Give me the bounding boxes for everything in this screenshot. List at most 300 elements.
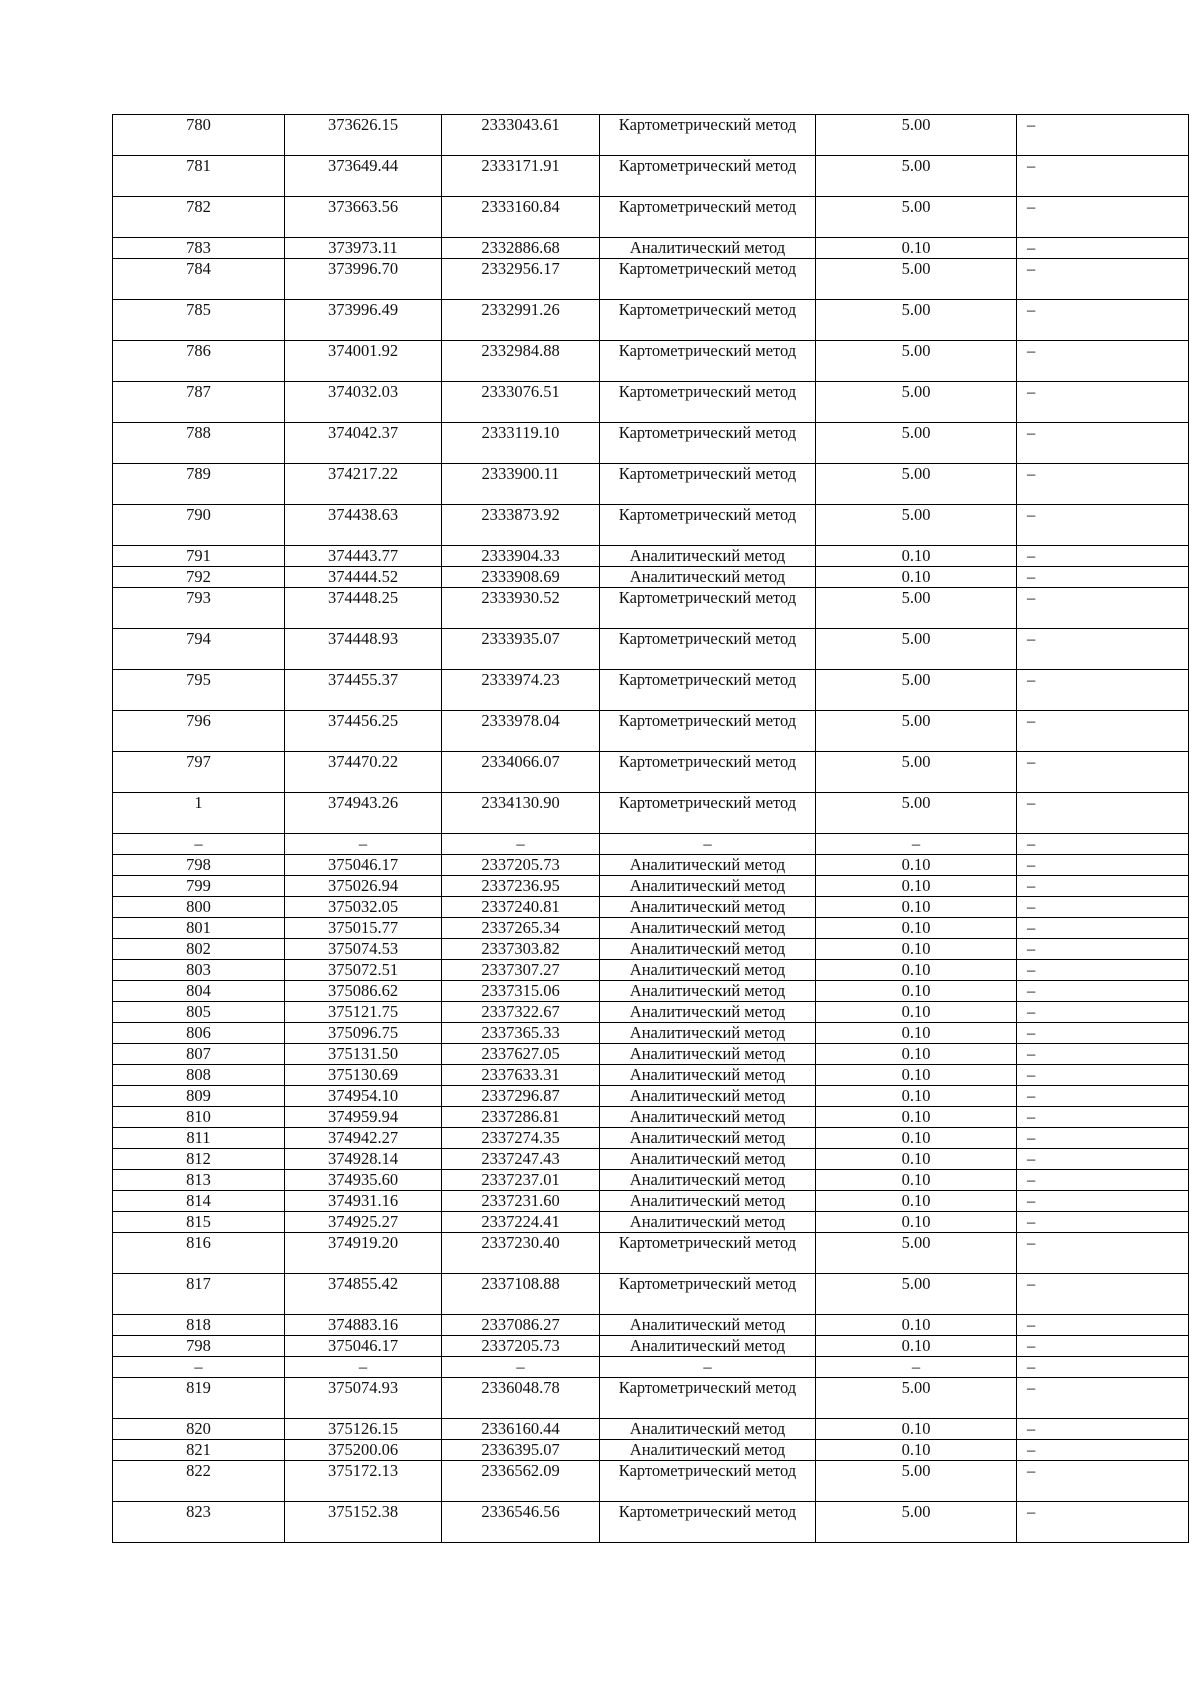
x-coordinate-cell: 374217.22: [285, 464, 442, 505]
note-cell: –: [1017, 876, 1189, 897]
note-cell: –: [1017, 1274, 1189, 1315]
y-coordinate-cell: 2333873.92: [442, 505, 600, 546]
x-coordinate-cell: 374919.20: [285, 1233, 442, 1274]
point-number-cell: 808: [113, 1065, 285, 1086]
accuracy-cell: 0.10: [816, 1023, 1017, 1044]
table-row: [113, 259, 1189, 300]
point-number-cell: 815: [113, 1212, 285, 1233]
accuracy-cell: 0.10: [816, 855, 1017, 876]
note-cell: –: [1017, 505, 1189, 546]
y-coordinate-cell: 2337286.81: [442, 1107, 600, 1128]
accuracy-cell: 0.10: [816, 1128, 1017, 1149]
y-coordinate-cell: 2332991.26: [442, 300, 600, 341]
x-coordinate-cell: 374001.92: [285, 341, 442, 382]
method-cell: Аналитический метод: [600, 897, 816, 918]
accuracy-cell: 0.10: [816, 897, 1017, 918]
method-cell: Аналитический метод: [600, 1023, 816, 1044]
point-number-cell: 821: [113, 1440, 285, 1461]
table-row: [113, 1170, 1189, 1191]
x-coordinate-cell: 373626.15: [285, 115, 442, 156]
x-coordinate-cell: 373996.49: [285, 300, 442, 341]
table-row: [113, 341, 1189, 382]
x-coordinate-cell: 374942.27: [285, 1128, 442, 1149]
method-cell: Аналитический метод: [600, 238, 816, 259]
y-coordinate-cell: 2332984.88: [442, 341, 600, 382]
table-row: [113, 629, 1189, 670]
point-number-cell: 799: [113, 876, 285, 897]
point-number-cell: 781: [113, 156, 285, 197]
note-cell: –: [1017, 960, 1189, 981]
method-cell: Аналитический метод: [600, 855, 816, 876]
x-coordinate-cell: 374448.93: [285, 629, 442, 670]
accuracy-cell: 0.10: [816, 939, 1017, 960]
y-coordinate-cell: 2337303.82: [442, 939, 600, 960]
point-number-cell: 785: [113, 300, 285, 341]
accuracy-cell: 5.00: [816, 156, 1017, 197]
method-cell: Аналитический метод: [600, 1149, 816, 1170]
note-cell: –: [1017, 1440, 1189, 1461]
note-cell: –: [1017, 1044, 1189, 1065]
point-number-cell: 794: [113, 629, 285, 670]
point-number-cell: 790: [113, 505, 285, 546]
note-cell: –: [1017, 588, 1189, 629]
y-coordinate-cell: 2337274.35: [442, 1128, 600, 1149]
y-coordinate-cell: 2337237.01: [442, 1170, 600, 1191]
note-cell: –: [1017, 939, 1189, 960]
method-cell: Аналитический метод: [600, 1440, 816, 1461]
y-coordinate-cell: 2337240.81: [442, 897, 600, 918]
accuracy-cell: 5.00: [816, 382, 1017, 423]
accuracy-cell: 5.00: [816, 115, 1017, 156]
note-cell: –: [1017, 711, 1189, 752]
note-cell: –: [1017, 300, 1189, 341]
y-coordinate-cell: 2337322.67: [442, 1002, 600, 1023]
x-coordinate-cell: 375046.17: [285, 1336, 442, 1357]
note-cell: –: [1017, 918, 1189, 939]
accuracy-cell: 5.00: [816, 341, 1017, 382]
table-body: [113, 115, 1189, 1543]
y-coordinate-cell: 2333904.33: [442, 546, 600, 567]
point-number-cell: 792: [113, 567, 285, 588]
accuracy-cell: 5.00: [816, 629, 1017, 670]
note-cell: –: [1017, 1065, 1189, 1086]
table-row: [113, 1149, 1189, 1170]
accuracy-cell: 5.00: [816, 1461, 1017, 1502]
x-coordinate-cell: 375072.51: [285, 960, 442, 981]
table-row: [113, 1440, 1189, 1461]
note-cell: –: [1017, 1336, 1189, 1357]
table-row: [113, 1274, 1189, 1315]
y-coordinate-cell: 2337108.88: [442, 1274, 600, 1315]
method-cell: Картометрический метод: [600, 588, 816, 629]
y-coordinate-cell: 2337086.27: [442, 1315, 600, 1336]
table-row: [113, 1023, 1189, 1044]
y-coordinate-cell: 2333160.84: [442, 197, 600, 238]
point-number-cell: 811: [113, 1128, 285, 1149]
accuracy-cell: 0.10: [816, 876, 1017, 897]
note-cell: –: [1017, 1233, 1189, 1274]
point-number-cell: 817: [113, 1274, 285, 1315]
table-row: [113, 156, 1189, 197]
y-coordinate-cell: 2337205.73: [442, 855, 600, 876]
accuracy-cell: –: [816, 1357, 1017, 1378]
method-cell: Картометрический метод: [600, 382, 816, 423]
note-cell: –: [1017, 1170, 1189, 1191]
x-coordinate-cell: 374456.25: [285, 711, 442, 752]
method-cell: Картометрический метод: [600, 670, 816, 711]
x-coordinate-cell: 375130.69: [285, 1065, 442, 1086]
point-number-cell: 806: [113, 1023, 285, 1044]
method-cell: Картометрический метод: [600, 1378, 816, 1419]
method-cell: Картометрический метод: [600, 1274, 816, 1315]
x-coordinate-cell: 374443.77: [285, 546, 442, 567]
accuracy-cell: 0.10: [816, 1065, 1017, 1086]
method-cell: Аналитический метод: [600, 960, 816, 981]
method-cell: Картометрический метод: [600, 300, 816, 341]
x-coordinate-cell: 375032.05: [285, 897, 442, 918]
note-cell: –: [1017, 1128, 1189, 1149]
point-number-cell: 809: [113, 1086, 285, 1107]
method-cell: Картометрический метод: [600, 793, 816, 834]
table-row: [113, 1357, 1189, 1378]
note-cell: –: [1017, 1191, 1189, 1212]
x-coordinate-cell: 374954.10: [285, 1086, 442, 1107]
y-coordinate-cell: 2337230.40: [442, 1233, 600, 1274]
accuracy-cell: 0.10: [816, 960, 1017, 981]
table-row: [113, 1315, 1189, 1336]
accuracy-cell: 5.00: [816, 711, 1017, 752]
table-row: [113, 1086, 1189, 1107]
point-number-cell: 793: [113, 588, 285, 629]
y-coordinate-cell: 2337265.34: [442, 918, 600, 939]
note-cell: –: [1017, 1461, 1189, 1502]
x-coordinate-cell: 375086.62: [285, 981, 442, 1002]
accuracy-cell: 5.00: [816, 1378, 1017, 1419]
method-cell: –: [600, 1357, 816, 1378]
x-coordinate-cell: 374935.60: [285, 1170, 442, 1191]
method-cell: Картометрический метод: [600, 156, 816, 197]
y-coordinate-cell: 2336546.56: [442, 1502, 600, 1543]
table-row: [113, 588, 1189, 629]
method-cell: Картометрический метод: [600, 259, 816, 300]
coordinates-table: [112, 114, 1189, 1543]
y-coordinate-cell: 2337205.73: [442, 1336, 600, 1357]
table-row: [113, 197, 1189, 238]
x-coordinate-cell: 373973.11: [285, 238, 442, 259]
x-coordinate-cell: 375121.75: [285, 1002, 442, 1023]
table-row: [113, 1233, 1189, 1274]
x-coordinate-cell: 374943.26: [285, 793, 442, 834]
note-cell: –: [1017, 259, 1189, 300]
accuracy-cell: 5.00: [816, 464, 1017, 505]
y-coordinate-cell: 2334066.07: [442, 752, 600, 793]
x-coordinate-cell: 374883.16: [285, 1315, 442, 1336]
point-number-cell: 791: [113, 546, 285, 567]
point-number-cell: 810: [113, 1107, 285, 1128]
note-cell: –: [1017, 752, 1189, 793]
y-coordinate-cell: 2337296.87: [442, 1086, 600, 1107]
accuracy-cell: 0.10: [816, 1002, 1017, 1023]
table-row: [113, 670, 1189, 711]
accuracy-cell: 0.10: [816, 1170, 1017, 1191]
accuracy-cell: 5.00: [816, 752, 1017, 793]
table-row: [113, 752, 1189, 793]
method-cell: Аналитический метод: [600, 939, 816, 960]
note-cell: –: [1017, 1212, 1189, 1233]
note-cell: –: [1017, 197, 1189, 238]
note-cell: –: [1017, 238, 1189, 259]
point-number-cell: 801: [113, 918, 285, 939]
table-row: [113, 1065, 1189, 1086]
y-coordinate-cell: 2333974.23: [442, 670, 600, 711]
note-cell: –: [1017, 1502, 1189, 1543]
y-coordinate-cell: 2333171.91: [442, 156, 600, 197]
table-row: [113, 876, 1189, 897]
point-number-cell: 798: [113, 855, 285, 876]
x-coordinate-cell: 375074.93: [285, 1378, 442, 1419]
table-row: [113, 382, 1189, 423]
x-coordinate-cell: 374959.94: [285, 1107, 442, 1128]
point-number-cell: 814: [113, 1191, 285, 1212]
point-number-cell: 787: [113, 382, 285, 423]
x-coordinate-cell: 374931.16: [285, 1191, 442, 1212]
x-coordinate-cell: 375074.53: [285, 939, 442, 960]
accuracy-cell: 0.10: [816, 567, 1017, 588]
y-coordinate-cell: 2336048.78: [442, 1378, 600, 1419]
accuracy-cell: 0.10: [816, 238, 1017, 259]
method-cell: Аналитический метод: [600, 1128, 816, 1149]
x-coordinate-cell: 374438.63: [285, 505, 442, 546]
method-cell: Картометрический метод: [600, 423, 816, 464]
accuracy-cell: 0.10: [816, 1044, 1017, 1065]
y-coordinate-cell: 2336395.07: [442, 1440, 600, 1461]
accuracy-cell: 0.10: [816, 918, 1017, 939]
x-coordinate-cell: 375126.15: [285, 1419, 442, 1440]
point-number-cell: 818: [113, 1315, 285, 1336]
accuracy-cell: 0.10: [816, 1149, 1017, 1170]
note-cell: –: [1017, 670, 1189, 711]
y-coordinate-cell: 2336160.44: [442, 1419, 600, 1440]
table-row: [113, 1336, 1189, 1357]
note-cell: –: [1017, 546, 1189, 567]
method-cell: Картометрический метод: [600, 1502, 816, 1543]
y-coordinate-cell: 2333119.10: [442, 423, 600, 464]
method-cell: Картометрический метод: [600, 1461, 816, 1502]
note-cell: –: [1017, 423, 1189, 464]
note-cell: –: [1017, 464, 1189, 505]
method-cell: Картометрический метод: [600, 752, 816, 793]
accuracy-cell: 0.10: [816, 1315, 1017, 1336]
table-row: [113, 546, 1189, 567]
method-cell: Аналитический метод: [600, 546, 816, 567]
note-cell: –: [1017, 1107, 1189, 1128]
table-row: [113, 238, 1189, 259]
accuracy-cell: 0.10: [816, 546, 1017, 567]
method-cell: Аналитический метод: [600, 1044, 816, 1065]
y-coordinate-cell: 2334130.90: [442, 793, 600, 834]
note-cell: –: [1017, 341, 1189, 382]
note-cell: –: [1017, 1023, 1189, 1044]
method-cell: Аналитический метод: [600, 1086, 816, 1107]
y-coordinate-cell: 2333935.07: [442, 629, 600, 670]
x-coordinate-cell: 373663.56: [285, 197, 442, 238]
note-cell: –: [1017, 1357, 1189, 1378]
x-coordinate-cell: 374455.37: [285, 670, 442, 711]
point-number-cell: 819: [113, 1378, 285, 1419]
x-coordinate-cell: 374448.25: [285, 588, 442, 629]
point-number-cell: 784: [113, 259, 285, 300]
method-cell: Аналитический метод: [600, 981, 816, 1002]
point-number-cell: 798: [113, 1336, 285, 1357]
x-coordinate-cell: –: [285, 1357, 442, 1378]
accuracy-cell: 0.10: [816, 1086, 1017, 1107]
y-coordinate-cell: 2333930.52: [442, 588, 600, 629]
x-coordinate-cell: 373649.44: [285, 156, 442, 197]
accuracy-cell: 5.00: [816, 197, 1017, 238]
table-row: [113, 981, 1189, 1002]
table-row: [113, 115, 1189, 156]
point-number-cell: 804: [113, 981, 285, 1002]
method-cell: Аналитический метод: [600, 918, 816, 939]
x-coordinate-cell: 375131.50: [285, 1044, 442, 1065]
y-coordinate-cell: 2337315.06: [442, 981, 600, 1002]
table-row: [113, 855, 1189, 876]
table-row: [113, 1419, 1189, 1440]
method-cell: Картометрический метод: [600, 115, 816, 156]
accuracy-cell: 5.00: [816, 1233, 1017, 1274]
note-cell: –: [1017, 156, 1189, 197]
accuracy-cell: 5.00: [816, 793, 1017, 834]
note-cell: –: [1017, 981, 1189, 1002]
table-row: [113, 1378, 1189, 1419]
accuracy-cell: 5.00: [816, 423, 1017, 464]
accuracy-cell: 5.00: [816, 1274, 1017, 1315]
method-cell: Аналитический метод: [600, 567, 816, 588]
method-cell: Аналитический метод: [600, 1170, 816, 1191]
method-cell: Картометрический метод: [600, 464, 816, 505]
accuracy-cell: 0.10: [816, 981, 1017, 1002]
x-coordinate-cell: 374928.14: [285, 1149, 442, 1170]
y-coordinate-cell: 2333043.61: [442, 115, 600, 156]
point-number-cell: 800: [113, 897, 285, 918]
table-row: [113, 897, 1189, 918]
method-cell: Аналитический метод: [600, 1419, 816, 1440]
accuracy-cell: 5.00: [816, 505, 1017, 546]
point-number-cell: 816: [113, 1233, 285, 1274]
method-cell: Аналитический метод: [600, 1315, 816, 1336]
point-number-cell: 807: [113, 1044, 285, 1065]
method-cell: Картометрический метод: [600, 1233, 816, 1274]
note-cell: –: [1017, 793, 1189, 834]
method-cell: Картометрический метод: [600, 629, 816, 670]
y-coordinate-cell: 2337231.60: [442, 1191, 600, 1212]
note-cell: –: [1017, 115, 1189, 156]
y-coordinate-cell: 2332886.68: [442, 238, 600, 259]
x-coordinate-cell: –: [285, 834, 442, 855]
table-row: [113, 423, 1189, 464]
method-cell: Картометрический метод: [600, 505, 816, 546]
note-cell: –: [1017, 1419, 1189, 1440]
note-cell: –: [1017, 1002, 1189, 1023]
method-cell: Аналитический метод: [600, 876, 816, 897]
point-number-cell: 797: [113, 752, 285, 793]
accuracy-cell: 5.00: [816, 588, 1017, 629]
note-cell: –: [1017, 629, 1189, 670]
note-cell: –: [1017, 382, 1189, 423]
table-row: [113, 939, 1189, 960]
note-cell: –: [1017, 567, 1189, 588]
method-cell: Аналитический метод: [600, 1065, 816, 1086]
method-cell: Аналитический метод: [600, 1336, 816, 1357]
table-row: [113, 1044, 1189, 1065]
accuracy-cell: 5.00: [816, 1502, 1017, 1543]
y-coordinate-cell: 2333076.51: [442, 382, 600, 423]
accuracy-cell: 0.10: [816, 1440, 1017, 1461]
accuracy-cell: 0.10: [816, 1191, 1017, 1212]
note-cell: –: [1017, 1315, 1189, 1336]
y-coordinate-cell: –: [442, 834, 600, 855]
method-cell: Аналитический метод: [600, 1107, 816, 1128]
table-row: [113, 711, 1189, 752]
accuracy-cell: –: [816, 834, 1017, 855]
x-coordinate-cell: 375026.94: [285, 876, 442, 897]
y-coordinate-cell: 2337307.27: [442, 960, 600, 981]
y-coordinate-cell: –: [442, 1357, 600, 1378]
y-coordinate-cell: 2332956.17: [442, 259, 600, 300]
table-row: [113, 505, 1189, 546]
x-coordinate-cell: 374444.52: [285, 567, 442, 588]
y-coordinate-cell: 2337247.43: [442, 1149, 600, 1170]
accuracy-cell: 0.10: [816, 1212, 1017, 1233]
point-number-cell: 813: [113, 1170, 285, 1191]
x-coordinate-cell: 375200.06: [285, 1440, 442, 1461]
table-row: [113, 834, 1189, 855]
method-cell: Аналитический метод: [600, 1212, 816, 1233]
y-coordinate-cell: 2337236.95: [442, 876, 600, 897]
point-number-cell: 796: [113, 711, 285, 752]
x-coordinate-cell: 374855.42: [285, 1274, 442, 1315]
table-row: [113, 1002, 1189, 1023]
table-row: [113, 1212, 1189, 1233]
accuracy-cell: 0.10: [816, 1419, 1017, 1440]
y-coordinate-cell: 2333978.04: [442, 711, 600, 752]
point-number-cell: 795: [113, 670, 285, 711]
method-cell: –: [600, 834, 816, 855]
point-number-cell: 802: [113, 939, 285, 960]
table-row: [113, 1191, 1189, 1212]
point-number-cell: –: [113, 834, 285, 855]
table-row: [113, 793, 1189, 834]
x-coordinate-cell: 374470.22: [285, 752, 442, 793]
point-number-cell: 789: [113, 464, 285, 505]
point-number-cell: 820: [113, 1419, 285, 1440]
table-row: [113, 918, 1189, 939]
accuracy-cell: 0.10: [816, 1336, 1017, 1357]
accuracy-cell: 0.10: [816, 1107, 1017, 1128]
y-coordinate-cell: 2333900.11: [442, 464, 600, 505]
x-coordinate-cell: 375015.77: [285, 918, 442, 939]
note-cell: –: [1017, 897, 1189, 918]
accuracy-cell: 5.00: [816, 300, 1017, 341]
point-number-cell: 805: [113, 1002, 285, 1023]
method-cell: Картометрический метод: [600, 341, 816, 382]
point-number-cell: 788: [113, 423, 285, 464]
y-coordinate-cell: 2337224.41: [442, 1212, 600, 1233]
x-coordinate-cell: 375172.13: [285, 1461, 442, 1502]
y-coordinate-cell: 2337633.31: [442, 1065, 600, 1086]
y-coordinate-cell: 2333908.69: [442, 567, 600, 588]
x-coordinate-cell: 375046.17: [285, 855, 442, 876]
